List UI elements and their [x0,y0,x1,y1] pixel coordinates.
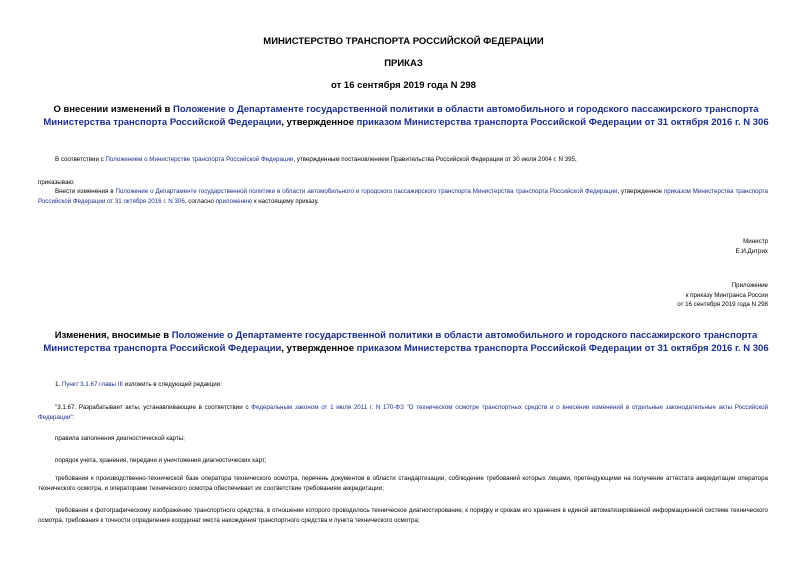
quoted-link-law[interactable]: Федеральным законом от 1 июля 2011 г. N 170-ФЗ "О техническом осмотре транспортных средств и о внесении изменений в отдельные законодательные акты Российской Федерации" [38,404,769,421]
changes-title-link-regulation[interactable]: Положение о Департаменте государственной политики в области автомобильного и городского пассажирского транспорта Министерства транспорта Российской Федерации [43,330,758,354]
order-text-c: , согласно [184,197,216,205]
order-text-a: Внести изменения в [55,188,116,195]
item-1-number: 1. [55,381,62,388]
changes-title-middle: , утвержденное [281,343,357,354]
list-item: порядок учета, хранения, передачи и уничтожения диагностических карт; [55,457,267,464]
order-title-middle: , утвержденное [281,117,357,128]
preamble-link-regulation[interactable]: Положением о Министерстве транспорта Российской Федерации [105,156,294,163]
list-item: требования к фотографическому изображению транспортного средства, в отношении которого проводилось техническое диагностирование, к порядку и срокам его хранения в единой автоматизированной информационной системе технического осмотра, требования к точности определения координат места нахождения транспортного средства и пункта технического осмотра; [38,507,768,524]
order-link-order[interactable]: приказом Министерства транспорта Российской Федерации от 31 октября 2016 г. N 306 [38,188,768,205]
order-title [36,103,776,129]
appendix-line-2: к приказу Минтранса России [685,291,768,299]
doc-date-heading: от 16 сентября 2019 года N 298 [331,80,476,91]
signature-block [560,237,768,256]
order-text-b: , утвержденное [617,188,664,195]
item-1-link[interactable]: Пункт 3.1.67 главы III [61,381,123,388]
order-title-link-regulation[interactable]: Положение о Департаменте государственной политики в области автомобильного и городского пассажирского транспорта Министерства транспорта Российской Федерации [43,104,759,128]
ministry-heading: МИНИСТЕРСТВО ТРАНСПОРТА РОССИЙСКОЙ ФЕДЕРАЦИИ [263,36,544,47]
appendix-line-3: от 16 сентября 2019 года N 298 [677,301,768,308]
preamble-text-b: , утвержденным постановлением Правительства Российской Федерации от 30 июля 2004 г. N 395, [293,156,577,163]
order-link-regulation[interactable]: Положение о Департаменте государственной политики в области автомобильного и городского пассажирского транспорта Министерства транспорта Российской Федерации [115,188,618,195]
order-title-prefix: О внесении изменений в [53,104,174,115]
changes-title [36,329,776,355]
preamble-text-a: В соответствии с [55,156,106,163]
quoted-text-a: "3.1.67. Разрабатывает акты, устанавливающие в соответствии с [55,404,252,411]
doc-type-heading: ПРИКАЗ [384,58,423,69]
appendix-line-1: Приложение [731,282,768,289]
orders-word: приказываю: [38,179,75,186]
signature-name: Е.И.Дитрих [735,247,768,255]
order-link-appendix[interactable]: приложению [215,197,253,205]
changes-title-prefix: Изменения, вносимые в [54,330,172,341]
quoted-paragraph [38,403,768,422]
changes-title-link-order[interactable]: приказом Министерства транспорта Российской Федерации от 31 октября 2016 г. N 306 [356,343,769,354]
item-1 [55,380,775,390]
signature-position: Министр [743,238,768,245]
list-item: правила заполнения диагностической карты; [55,435,185,442]
order-paragraph [38,187,768,206]
preamble-paragraph [55,155,775,165]
list-item: требования к производственно-технической базе оператора технического осмотра, перечень документов в области стандартизации, соблюдение требований которых лицами, претендующими на получение аттестата аккредитации оператора технического осмотра, и операторами технического осмотра обеспечивает их соответствие требованиям аккредитации; [38,475,768,492]
quoted-text-b: : [72,413,75,421]
item-1-text: изложить в следующей редакции: [122,381,222,388]
order-text-d: к настоящему приказу. [252,197,319,205]
appendix-reference [520,281,768,310]
order-title-link-order[interactable]: приказом Министерства транспорта Российской Федерации от 31 октября 2016 г. N 306 [356,117,769,128]
